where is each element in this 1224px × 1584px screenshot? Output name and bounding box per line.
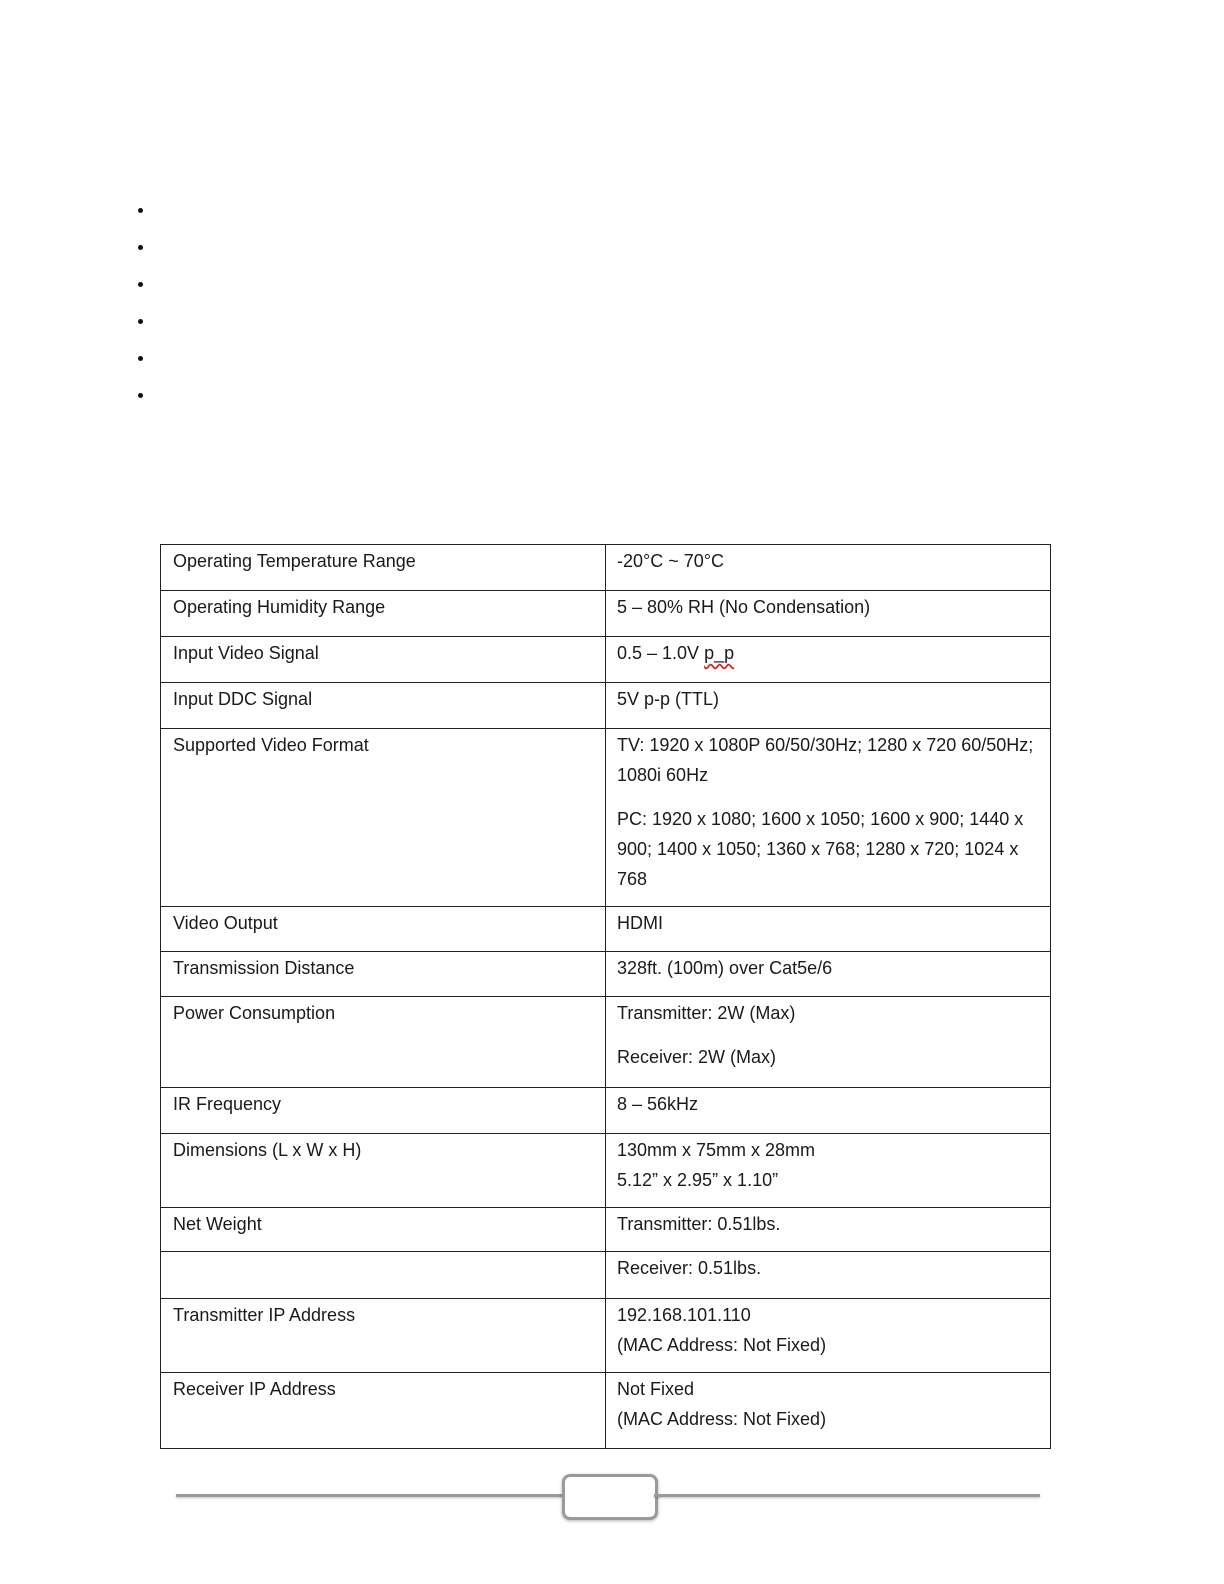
table-row xyxy=(161,591,1051,637)
spec-label: Input Video Signal xyxy=(161,637,606,683)
table-row xyxy=(161,1252,1051,1299)
bullet-dot-icon xyxy=(138,282,143,287)
table-row xyxy=(161,637,1051,683)
spec-label: Supported Video Format xyxy=(161,729,606,907)
spellcheck-underline: p_p xyxy=(704,643,735,663)
spec-label: Transmission Distance xyxy=(161,952,606,997)
spec-value: HDMI xyxy=(606,907,1051,952)
table-row xyxy=(161,907,1051,952)
bullet-dot-icon xyxy=(138,245,143,250)
spec-label: Net Weight xyxy=(161,1208,606,1252)
spec-label: Video Output xyxy=(161,907,606,952)
spec-label: Operating Humidity Range xyxy=(161,591,606,637)
spec-label: Dimensions (L x W x H) xyxy=(161,1134,606,1208)
spec-value: 130mm x 75mm x 28mm 5.12” x 2.95” x 1.10” xyxy=(606,1134,1051,1208)
bullet-dot-icon xyxy=(138,208,143,213)
spec-value-spellcheck: 0.5 – 1.0V p_p xyxy=(617,643,735,663)
spec-label: Input DDC Signal xyxy=(161,683,606,729)
footer-rule-left xyxy=(176,1494,564,1497)
spec-value: TV: 1920 x 1080P 60/50/30Hz; 1280 x 720 60/50Hz; 1080i 60Hz PC: 1920 x 1080; 1600 x 1050; 1600 x 900; 1440 x 900; 1400 x 1050; 1360 x 768; 1280 x 720; 1024 x 768 xyxy=(606,729,1051,907)
spec-value: -20°C ~ 70°C xyxy=(606,545,1051,591)
spec-value: Transmitter: 0.51lbs. xyxy=(606,1208,1051,1252)
spec-label: Transmitter IP Address xyxy=(161,1299,606,1373)
spec-value: 192.168.101.110 (MAC Address: Not Fixed) xyxy=(606,1299,1051,1373)
spec-value: 8 – 56kHz xyxy=(606,1088,1051,1134)
spec-label: Power Consumption xyxy=(161,997,606,1088)
footer-rule-right xyxy=(654,1494,1040,1497)
table-row xyxy=(161,1373,1051,1449)
spec-value: 5 – 80% RH (No Condensation) xyxy=(606,591,1051,637)
page-number-box xyxy=(562,1474,658,1520)
table-row xyxy=(161,683,1051,729)
spec-label xyxy=(161,1252,606,1299)
bullet-dot-icon xyxy=(138,393,143,398)
bullet-dot-icon xyxy=(138,356,143,361)
spec-value: Not Fixed (MAC Address: Not Fixed) xyxy=(606,1373,1051,1449)
spec-label: Operating Temperature Range xyxy=(161,545,606,591)
table-row xyxy=(161,997,1051,1088)
spec-label: Receiver IP Address xyxy=(161,1373,606,1449)
spec-value: Transmitter: 2W (Max) Receiver: 2W (Max) xyxy=(606,997,1051,1088)
spec-label: IR Frequency xyxy=(161,1088,606,1134)
page-footer xyxy=(176,1470,1042,1520)
specifications-table xyxy=(160,544,1051,1449)
table-row xyxy=(161,1134,1051,1208)
bullet-dot-icon xyxy=(138,319,143,324)
table-row xyxy=(161,545,1051,591)
spec-value: 328ft. (100m) over Cat5e/6 xyxy=(606,952,1051,997)
table-row xyxy=(161,1208,1051,1252)
table-row xyxy=(161,729,1051,907)
spec-value xyxy=(606,637,1051,683)
table-row xyxy=(161,1088,1051,1134)
table-row xyxy=(161,952,1051,997)
spec-value: Receiver: 0.51lbs. xyxy=(606,1252,1051,1299)
spec-value: 5V p-p (TTL) xyxy=(606,683,1051,729)
table-row xyxy=(161,1299,1051,1373)
